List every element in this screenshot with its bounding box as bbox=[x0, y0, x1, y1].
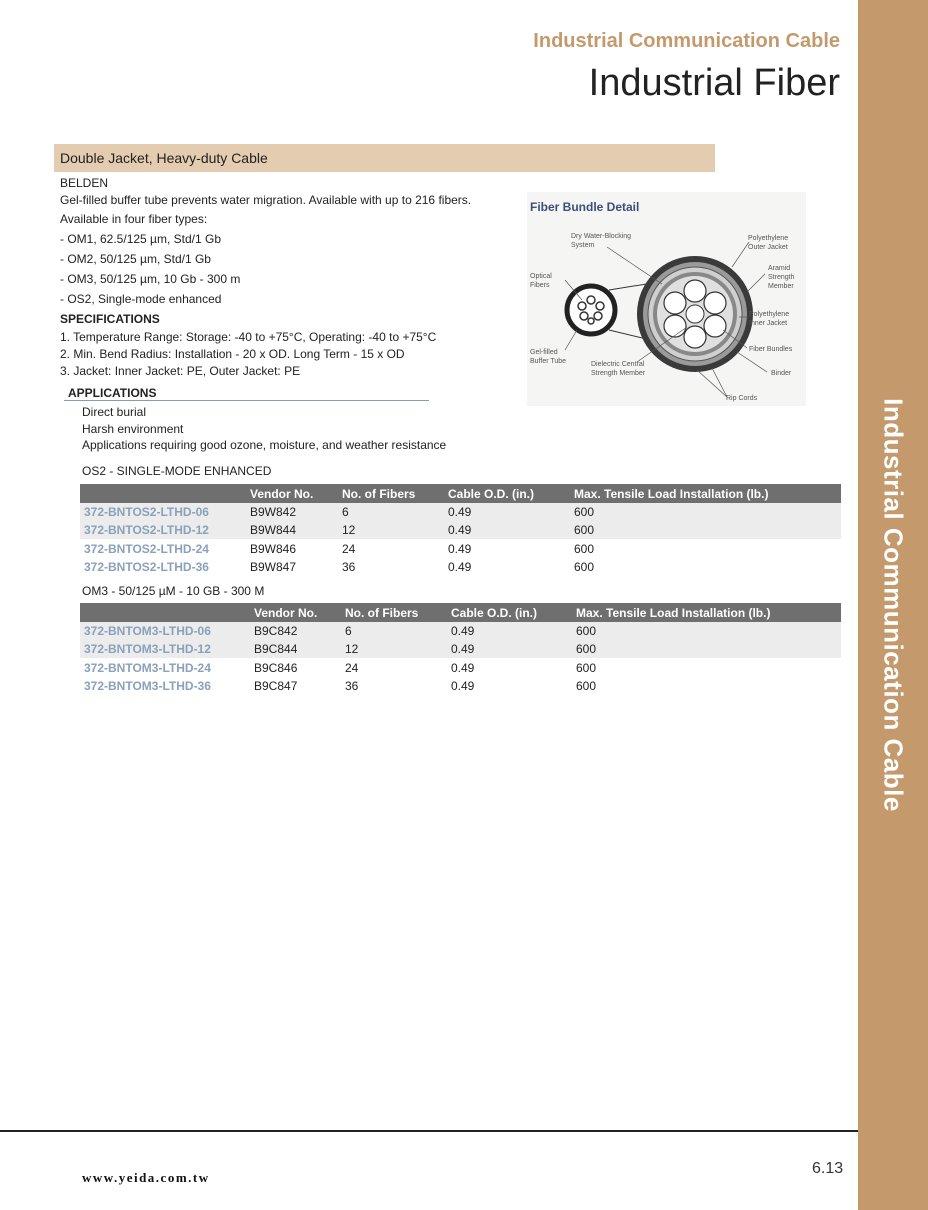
load-cell: 600 bbox=[576, 642, 597, 656]
load-cell: 600 bbox=[574, 523, 595, 537]
spec-item: 1. Temperature Range: Storage: -40 to +75°C, Operating: -40 to +75°C bbox=[60, 330, 437, 344]
section-title: Double Jacket, Heavy-duty Cable bbox=[60, 150, 268, 166]
fiber-type-item: - OM1, 62.5/125 µm, Std/1 Gb bbox=[60, 232, 221, 246]
label-gel-buffer-tube: Gel-filled Buffer Tube bbox=[530, 349, 567, 365]
spec-item: 2. Min. Bend Radius: Installation - 20 x OD. Long Term - 15 x OD bbox=[60, 347, 405, 361]
od-cell: 0.49 bbox=[451, 679, 475, 693]
fiber-type-item: - OS2, Single-mode enhanced bbox=[60, 292, 222, 306]
part-number-link[interactable]: 372-BNTOS2-LTHD-06 bbox=[84, 505, 209, 519]
od-cell: 0.49 bbox=[448, 505, 472, 519]
label-rip-cords: Rip Cords bbox=[726, 395, 758, 402]
od-cell: 0.49 bbox=[451, 642, 475, 656]
section-title-bar bbox=[54, 144, 715, 172]
fibers-cell: 36 bbox=[342, 560, 356, 574]
footer-divider bbox=[0, 1130, 858, 1132]
brand-label: BELDEN bbox=[60, 176, 109, 190]
load-cell: 600 bbox=[574, 505, 595, 519]
fibers-cell: 12 bbox=[345, 642, 359, 656]
table-row bbox=[80, 640, 841, 658]
label-poly-outer-jacket: Polyethylene Outer Jacket bbox=[748, 235, 789, 251]
label-binder: Binder bbox=[771, 370, 792, 377]
table-caption-os2: OS2 - SINGLE-MODE ENHANCED bbox=[82, 464, 272, 478]
od-cell: 0.49 bbox=[448, 542, 472, 556]
col-header-load: Max. Tensile Load Installation (lb.) bbox=[574, 487, 769, 501]
load-cell: 600 bbox=[576, 679, 597, 693]
table-row bbox=[80, 521, 841, 539]
fiber-bundle-figure bbox=[527, 192, 806, 406]
col-header-od: Cable O.D. (in.) bbox=[451, 606, 538, 620]
fiber-type-item: - OM3, 50/125 µm, 10 Gb - 300 m bbox=[60, 272, 241, 286]
col-header-fibers: No. of Fibers bbox=[345, 606, 419, 620]
fibers-cell: 6 bbox=[345, 624, 352, 638]
figure-title: Fiber Bundle Detail bbox=[530, 200, 640, 214]
side-tab-label: Industrial Communication Cable bbox=[878, 398, 909, 812]
table-row bbox=[80, 659, 841, 677]
footer-url-link[interactable]: www.yeida.com.tw bbox=[82, 1170, 210, 1185]
fibers-cell: 24 bbox=[345, 661, 359, 675]
label-dielectric-member: Dielectric Central Strength Member bbox=[591, 361, 646, 377]
load-cell: 600 bbox=[574, 542, 595, 556]
table-row bbox=[80, 540, 841, 558]
label-optical-fibers: Optical Fibers bbox=[530, 273, 552, 289]
specs-heading: SPECIFICATIONS bbox=[60, 312, 160, 326]
part-number-link[interactable]: 372-BNTOM3-LTHD-36 bbox=[84, 679, 211, 693]
table-header-row bbox=[80, 484, 841, 503]
table-row bbox=[80, 622, 841, 640]
fiber-types-intro: Available in four fiber types: bbox=[60, 212, 208, 226]
vendor-cell: B9W842 bbox=[250, 505, 297, 519]
part-number-link[interactable]: 372-BNTOS2-LTHD-12 bbox=[84, 523, 209, 537]
fibers-cell: 12 bbox=[342, 523, 356, 537]
od-cell: 0.49 bbox=[451, 661, 475, 675]
table-row bbox=[80, 558, 841, 576]
vendor-cell: B9C847 bbox=[254, 679, 298, 693]
label-fiber-bundles: Fiber Bundles bbox=[749, 346, 793, 353]
part-number-link[interactable]: 372-BNTOM3-LTHD-06 bbox=[84, 624, 211, 638]
col-header-vendor: Vendor No. bbox=[254, 606, 318, 620]
od-cell: 0.49 bbox=[448, 523, 472, 537]
table-row bbox=[80, 677, 841, 695]
load-cell: 600 bbox=[574, 560, 595, 574]
label-dry-water-blocking: Dry Water-Blocking System bbox=[571, 233, 632, 249]
applications-heading: APPLICATIONS bbox=[68, 386, 157, 400]
cable-cross-section-illustration bbox=[527, 192, 806, 406]
col-header-fibers: No. of Fibers bbox=[342, 487, 416, 501]
vendor-cell: B9W847 bbox=[250, 560, 297, 574]
table-caption-om3: OM3 - 50/125 µM - 10 GB - 300 M bbox=[82, 584, 265, 598]
fibers-cell: 24 bbox=[342, 542, 356, 556]
label-poly-inner-jacket: Polyethylene Inner Jacket bbox=[749, 311, 790, 327]
applications-divider bbox=[64, 400, 429, 401]
fibers-cell: 36 bbox=[345, 679, 359, 693]
col-header-load: Max. Tensile Load Installation (lb.) bbox=[576, 606, 771, 620]
part-number-link[interactable]: 372-BNTOM3-LTHD-12 bbox=[84, 642, 211, 656]
col-header-vendor: Vendor No. bbox=[250, 487, 314, 501]
vendor-cell: B9C842 bbox=[254, 624, 298, 638]
table-header-row bbox=[80, 603, 841, 622]
vendor-cell: B9C844 bbox=[254, 642, 298, 656]
page-title: Industrial Fiber bbox=[588, 62, 840, 104]
application-item: Harsh environment bbox=[82, 422, 184, 436]
description-text: Gel-filled buffer tube prevents water migration. Available with up to 216 fibers. bbox=[60, 193, 472, 207]
part-number-link[interactable]: 372-BNTOS2-LTHD-36 bbox=[84, 560, 209, 574]
od-cell: 0.49 bbox=[448, 560, 472, 574]
vendor-cell: B9W846 bbox=[250, 542, 297, 556]
fiber-type-item: - OM2, 50/125 µm, Std/1 Gb bbox=[60, 252, 211, 266]
table-row bbox=[80, 503, 841, 521]
part-number-link[interactable]: 372-BNTOM3-LTHD-24 bbox=[84, 661, 211, 675]
label-aramid-member: Aramid Strength Member bbox=[768, 265, 795, 290]
col-header-od: Cable O.D. (in.) bbox=[448, 487, 535, 501]
vendor-cell: B9W844 bbox=[250, 523, 297, 537]
os2-spec-table bbox=[80, 484, 841, 578]
header-subtitle: Industrial Communication Cable bbox=[533, 30, 840, 52]
application-item: Direct burial bbox=[82, 405, 147, 419]
om3-spec-table bbox=[80, 603, 841, 697]
load-cell: 600 bbox=[576, 661, 597, 675]
page-number: 6.13 bbox=[812, 1160, 844, 1177]
application-item: Applications requiring good ozone, moisture, and weather resistance bbox=[82, 438, 447, 452]
load-cell: 600 bbox=[576, 624, 597, 638]
part-number-link[interactable]: 372-BNTOS2-LTHD-24 bbox=[84, 542, 209, 556]
spec-item: 3. Jacket: Inner Jacket: PE, Outer Jacket: PE bbox=[60, 364, 301, 378]
fibers-cell: 6 bbox=[342, 505, 349, 519]
vendor-cell: B9C846 bbox=[254, 661, 298, 675]
od-cell: 0.49 bbox=[451, 624, 475, 638]
